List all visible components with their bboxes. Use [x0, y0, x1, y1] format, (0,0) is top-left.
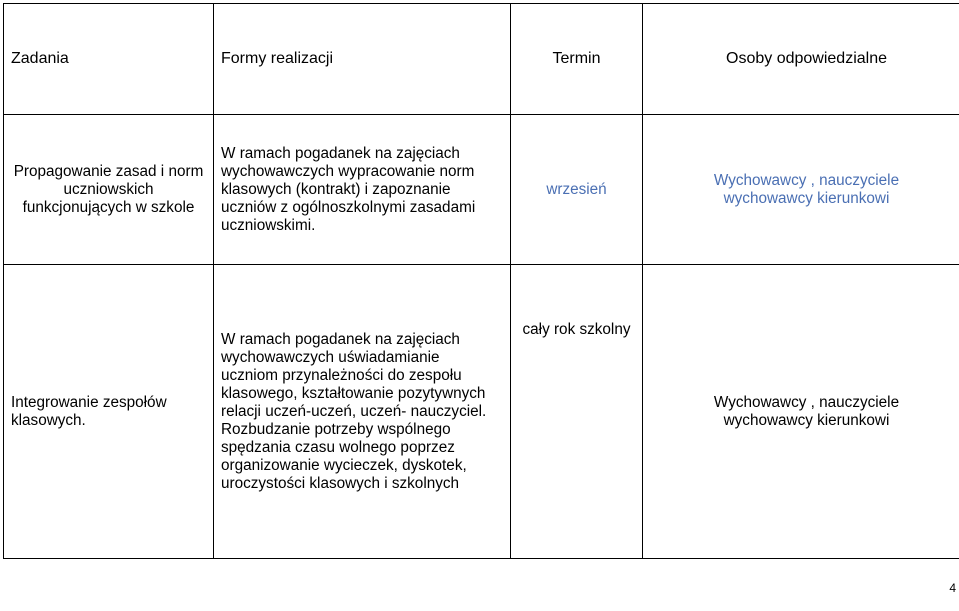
cell-osoby-odpowiedzialne: Wychowawcy , nauczyciele wychowawcy kierunkowi — [643, 265, 959, 559]
cell-osoby-odpowiedzialne: Wychowawcy , nauczyciele wychowawcy kierunkowi — [643, 115, 959, 265]
cell-zadania: Propagowanie zasad i norm uczniowskich funkcjonujących w szkole — [4, 115, 214, 265]
table-header-row — [4, 4, 959, 115]
table-row — [4, 115, 959, 265]
header-formy-realizacji: Formy realizacji — [214, 4, 511, 115]
header-termin: Termin — [511, 4, 643, 115]
header-zadania: Zadania — [4, 4, 214, 115]
header-osoby-odpowiedzialne: Osoby odpowiedzialne — [643, 4, 959, 115]
table-row — [4, 265, 959, 559]
page-number: 4 — [949, 581, 956, 595]
tasks-table — [3, 3, 959, 559]
cell-formy-realizacji: W ramach pogadanek na zajęciach wychowawczych wypracowanie norm klasowych (kontrakt) i zapoznanie uczniów z ogólnoszkolnymi zasadami uczniowskimi. — [214, 115, 511, 265]
cell-termin: cały rok szkolny — [511, 265, 643, 559]
cell-zadania: Integrowanie zespołów klasowych. — [4, 265, 214, 559]
cell-formy-realizacji: W ramach pogadanek na zajęciach wychowawczych uświadamianie uczniom przynależności do zespołu klasowego, kształtowanie pozytywnych relacji uczeń-uczeń, uczeń- nauczyciel. Rozbudzanie potrzeby wspólnego spędzania czasu wolnego poprzez organizowanie wycieczek, dyskotek, uroczystości klasowych i szkolnych — [214, 265, 511, 559]
cell-termin: wrzesień — [511, 115, 643, 265]
